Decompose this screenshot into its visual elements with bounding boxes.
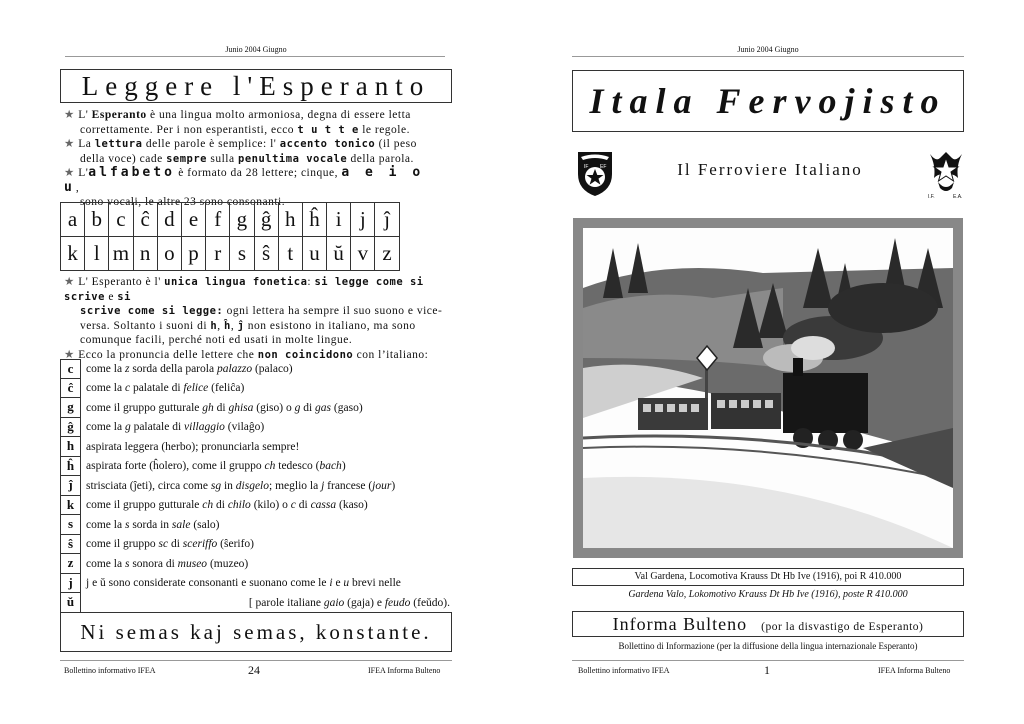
photo-caption: Val Gardena, Locomotiva Krauss Dt Hb Ive (1916), poi R 410.000: [572, 568, 964, 586]
page-title: Leggere l'Esperanto: [60, 69, 452, 103]
text: ,: [230, 319, 238, 332]
pronunciation-text: [81, 402, 363, 414]
alphabet-letter: r: [206, 237, 230, 271]
text-bold: scrive come si legge:: [80, 305, 224, 317]
text: versa. Soltanto i suoni di: [80, 319, 211, 332]
example-word: gh: [202, 401, 214, 414]
star-icon: ★: [64, 167, 75, 179]
alphabet-letter: ĝ: [254, 203, 278, 237]
header-rule: [65, 56, 445, 57]
pronunciation-row: [60, 437, 452, 457]
alphabet-letter: v: [351, 237, 375, 271]
example-word: i: [329, 577, 333, 590]
star-icon: ★: [64, 109, 75, 121]
pronunciation-row: [60, 359, 452, 379]
right-page: [512, 0, 1024, 724]
pronunciation-text: [81, 558, 248, 570]
text: La: [78, 138, 95, 150]
example-word: s: [124, 518, 130, 531]
text: di: [213, 401, 229, 414]
pronunciation-letter: z: [60, 554, 81, 574]
text: correttamente. Per i non esperantisti, ecco: [80, 123, 298, 136]
magazine-title: Itala Fervojisto: [572, 70, 964, 132]
example-word: g: [294, 401, 301, 414]
phonetic-bullets: [64, 275, 450, 362]
text: aspirata leggera (herbo); pronunciarla sempre!: [86, 440, 300, 453]
text: [ parole italiane: [248, 596, 324, 609]
alphabet-letter: ĥ: [302, 203, 326, 237]
alphabet-letter: l: [85, 237, 109, 271]
text-bold: unica lingua fonetica: [164, 276, 308, 288]
text-bold: lettura: [94, 138, 143, 150]
alphabet-letter: d: [157, 203, 181, 237]
text-bold: Esperanto: [91, 109, 147, 121]
footer-right: IFEA Informa Bulteno: [878, 666, 951, 675]
pronunciation-letter: ĵ: [60, 476, 81, 496]
example-word: ch: [264, 460, 276, 473]
text: come la: [86, 421, 125, 434]
pronunciation-text: [81, 441, 299, 453]
ifea-logo: [926, 148, 966, 200]
text: e: [332, 577, 344, 590]
text: come la: [86, 362, 125, 375]
pronunciation-row: [60, 457, 452, 477]
text: (vilaĝo): [224, 421, 265, 434]
steam-train-photo-icon: [583, 228, 953, 548]
example-word: sceriffo: [182, 538, 218, 551]
text: francese (: [324, 479, 373, 492]
example-word: ghisa: [228, 401, 254, 414]
alphabet-letter: ŝ: [254, 237, 278, 271]
bulletin-title: Informa Bulteno: [612, 614, 748, 634]
pronunciation-letter: ŭ: [60, 593, 81, 613]
text: (palaco): [252, 362, 293, 375]
example-word: sale: [171, 518, 191, 531]
text: di: [168, 538, 183, 551]
text: aspirata forte (ĥolero), come il gruppo: [86, 460, 265, 473]
example-word: u: [343, 577, 350, 590]
pronunciation-text: [81, 499, 368, 511]
footer-left: Bollettino informativo IFEA: [64, 666, 156, 675]
text: di: [213, 499, 228, 512]
text: (feŭdo).: [410, 596, 450, 609]
text: della parola.: [347, 152, 414, 165]
alphabet-letter: j: [351, 203, 375, 237]
text: :: [307, 276, 315, 288]
text: in: [221, 479, 236, 492]
text: (il peso: [375, 138, 417, 150]
text: palatale di: [130, 421, 185, 434]
alphabet-letter: b: [85, 203, 109, 237]
text-bold: alfabeto: [88, 165, 175, 180]
alphabet-letter: m: [109, 237, 133, 271]
ifef-logo: [575, 148, 615, 198]
text: come il gruppo gutturale: [86, 401, 203, 414]
example-word: z: [124, 362, 130, 375]
text: ,: [217, 319, 224, 332]
text: Ecco la pronuncia delle lettere che: [78, 348, 258, 361]
alphabet-letter: e: [181, 203, 205, 237]
text: (giso) o: [253, 401, 295, 414]
pronunciation-letter: k: [60, 496, 81, 516]
pronunciation-row: [60, 593, 452, 613]
alphabet-letter: a: [61, 203, 85, 237]
text-bold: penultima vocale: [238, 152, 348, 165]
photo-frame: [573, 218, 963, 558]
example-word: ch: [202, 499, 214, 512]
pronunciation-text: [81, 519, 220, 531]
text: sono vocali, le altre 23 sono consonanti.: [80, 196, 286, 208]
bulletin-description: Bollettino di Informazione (per la diffusione della lingua internazionale Esperanto): [618, 641, 918, 651]
text: e: [104, 290, 118, 303]
example-word: jour: [372, 479, 392, 492]
text-bold: sempre: [166, 152, 208, 165]
example-word: j: [321, 479, 325, 492]
text: (muzeo): [207, 557, 249, 570]
footer-left: Bollettino informativo IFEA: [578, 666, 670, 675]
alphabet-letter: o: [157, 237, 181, 271]
text-bold: h: [210, 319, 218, 332]
example-word: villaggio: [184, 421, 225, 434]
text: ogni lettera ha sempre il suo suono e vice-: [223, 305, 443, 317]
text: (ŝerifo): [217, 538, 255, 551]
pronunciation-letter: s: [60, 515, 81, 535]
pronunciation-text: [81, 480, 395, 492]
text: come la: [86, 518, 125, 531]
text: (kaso): [336, 499, 368, 512]
example-word: bach: [319, 460, 342, 473]
text: con l’italiano:: [353, 348, 429, 361]
header-date: Junio 2004 Giugno: [225, 45, 287, 54]
text: (gaja) e: [344, 596, 385, 609]
pronunciation-letter: ĝ: [60, 418, 81, 438]
pronunciation-letter: ĉ: [60, 379, 81, 399]
text: di: [300, 401, 316, 414]
pronunciation-letter: j: [60, 574, 81, 594]
example-word: chilo: [227, 499, 251, 512]
pronunciation-text: [81, 577, 401, 589]
pronunciation-letter: h: [60, 437, 81, 457]
pronunciation-row: [60, 418, 452, 438]
pronunciation-table: [60, 359, 452, 613]
text: come il gruppo gutturale: [86, 499, 203, 512]
bulletin-subtitle: (por la disvastigo de Esperanto): [761, 621, 924, 633]
pronunciation-row: [60, 398, 452, 418]
example-word: gaio: [323, 596, 345, 609]
pronunciation-text: [81, 363, 293, 375]
text: (kilo) o: [250, 499, 291, 512]
alphabet-letter: n: [133, 237, 157, 271]
text: di: [295, 499, 311, 512]
text: j e ŭ sono considerate consonanti e suonano come le: [86, 577, 330, 590]
text-bold: si: [117, 290, 131, 303]
example-word: sg: [210, 479, 222, 492]
text: come il gruppo: [86, 538, 159, 551]
text: (feliĉa): [208, 382, 245, 395]
intro-bullets: [64, 108, 450, 210]
footer-rule: [572, 660, 964, 661]
example-word: museo: [177, 557, 208, 570]
text: ; meglio la: [269, 479, 322, 492]
alphabet-table: [60, 202, 400, 271]
text: come la: [86, 557, 125, 570]
pronunciation-text: [81, 382, 244, 394]
alphabet-letter: ĉ: [133, 203, 157, 237]
text: come la: [86, 382, 125, 395]
alphabet-letter: p: [181, 237, 205, 271]
logo-text: EF: [600, 164, 607, 170]
star-icon: ★: [64, 276, 75, 288]
text-bold: ĵ: [237, 319, 245, 332]
train-photo: [583, 228, 953, 548]
text-bold: non coincidono: [257, 348, 354, 361]
example-word: s: [124, 557, 130, 570]
pronunciation-letter: g: [60, 398, 81, 418]
text: brevi nelle: [349, 577, 401, 590]
motto: Ni semas kaj semas, konstante.: [60, 612, 452, 652]
example-word: c: [124, 382, 131, 395]
text: L': [78, 109, 92, 121]
text: è formato da 28 lettere; cinque,: [174, 167, 342, 179]
text: (gaso): [331, 401, 363, 414]
text: le regole.: [358, 123, 410, 136]
example-word: disgelo: [235, 479, 270, 492]
text: tedesco (: [275, 460, 320, 473]
logo-text: IF: [584, 164, 589, 170]
pronunciation-text: [81, 421, 264, 433]
example-word: gas: [315, 401, 332, 414]
text-bold: a e i o u: [64, 165, 425, 195]
bulletin-title-box: [572, 611, 964, 637]
example-word: g: [124, 421, 131, 434]
pronunciation-row: [60, 379, 452, 399]
ifef-logo-icon: [575, 148, 615, 198]
star-icon: ★: [64, 138, 75, 150]
pronunciation-text: [81, 597, 452, 609]
alphabet-letter: z: [375, 237, 399, 271]
photo-caption-esperanto: Gardena Valo, Lokomotivo Krauss Dt Hb Ive (1916), poste R 410.000: [628, 589, 908, 600]
pronunciation-row: [60, 496, 452, 516]
footer-right: IFEA Informa Bulteno: [368, 666, 441, 675]
alphabet-letter: ŭ: [327, 237, 351, 271]
alphabet-letter: i: [327, 203, 351, 237]
header-rule: [572, 56, 964, 57]
text: sonora di: [129, 557, 178, 570]
text: ): [341, 460, 346, 473]
text-bold: t u t t e: [297, 123, 359, 136]
footer-rule: [60, 660, 452, 661]
text: L': [78, 167, 89, 179]
text-bold: accento tonico: [279, 138, 376, 150]
text: sorda in: [129, 518, 172, 531]
alphabet-letter: s: [230, 237, 254, 271]
page-number: 24: [248, 663, 260, 677]
star-icon: ★: [64, 348, 75, 361]
magazine-subtitle: Il Ferroviere Italiano: [677, 160, 863, 179]
text: non esistono in italiano, ma sono: [244, 319, 416, 332]
winged-star-icon: [926, 148, 966, 200]
logo-text: I.F.: [928, 194, 935, 200]
pronunciation-row: [60, 476, 452, 496]
pronunciation-text: [81, 538, 254, 550]
text: comunque facili, perché noti ed usati in molte lingue.: [80, 334, 353, 346]
text: ): [391, 479, 396, 492]
text: ,: [75, 181, 80, 194]
alphabet-letter: t: [278, 237, 302, 271]
alphabet-letter: h: [278, 203, 302, 237]
pronunciation-row: [60, 574, 452, 594]
alphabet-letter: f: [206, 203, 230, 237]
text: strisciata (ĵeti), circa come: [86, 479, 211, 492]
text: sorda della parola: [129, 362, 217, 375]
text: della voce) cade: [80, 152, 167, 165]
pronunciation-row: [60, 515, 452, 535]
header-date: Junio 2004 Giugno: [737, 45, 799, 54]
alphabet-letter: u: [302, 237, 326, 271]
pronunciation-letter: ĥ: [60, 457, 81, 477]
alphabet-letter: c: [109, 203, 133, 237]
pronunciation-row: [60, 535, 452, 555]
example-word: c: [290, 499, 296, 512]
pronunciation-row: [60, 554, 452, 574]
pronunciation-letter: ŝ: [60, 535, 81, 555]
example-word: feudo: [384, 596, 411, 609]
pronunciation-letter: c: [60, 359, 81, 379]
text: è una lingua molto armoniosa, degna di essere letta: [146, 109, 411, 121]
example-word: cassa: [310, 499, 337, 512]
alphabet-letter: k: [61, 237, 85, 271]
alphabet-row-1: [61, 203, 400, 237]
text: palatale di: [130, 382, 184, 395]
logo-text: E.A.: [953, 194, 963, 200]
example-word: felice: [183, 382, 209, 395]
text: (salo): [190, 518, 220, 531]
pronunciation-text: [81, 460, 346, 472]
alphabet-letter: ĵ: [375, 203, 399, 237]
text-bold: ĥ: [224, 319, 231, 332]
text-bold: si legge come si scrive: [64, 276, 424, 303]
text: L' Esperanto è l': [78, 276, 165, 288]
text: sulla: [207, 152, 238, 165]
alphabet-row-2: [61, 237, 400, 271]
example-word: palazzo: [216, 362, 253, 375]
alphabet-letter: g: [230, 203, 254, 237]
text: delle parole è semplice: l': [142, 138, 280, 150]
page-number: 1: [764, 663, 770, 677]
example-word: sc: [158, 538, 169, 551]
